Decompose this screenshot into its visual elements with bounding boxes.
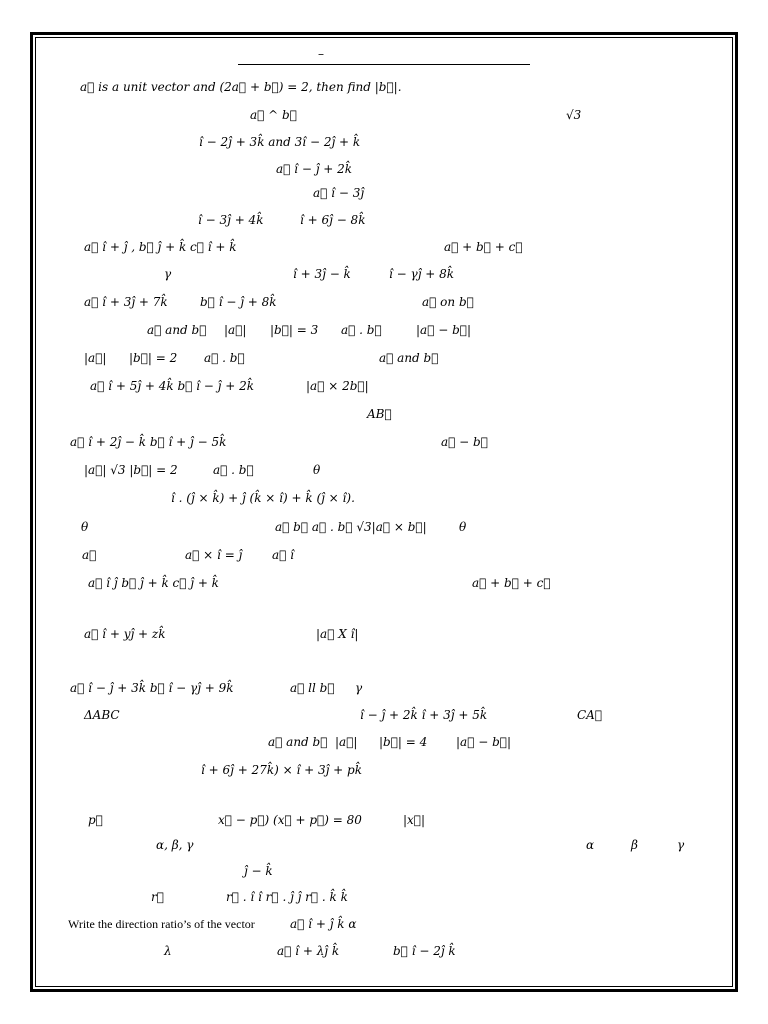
math-expression: î − 3ĵ + 4k̂: [198, 213, 264, 227]
math-expression: p⃗: [88, 813, 103, 827]
math-expression: a⃗ on b⃗: [422, 295, 474, 309]
question-text: Write the direction ratio’s of the vector: [68, 917, 255, 931]
math-expression: r⃗ . î î r⃗ . ĵ ĵ r⃗ . k̂ k̂: [226, 890, 348, 904]
math-expression: a⃗ − b⃗: [441, 435, 488, 449]
math-expression: î . (ĵ × k̂) + ĵ (k̂ × î) + k̂ (ĵ × î).: [171, 491, 355, 505]
math-expression: a⃗ î + ĵ , b⃗ ĵ + k̂ c⃗ î + k̂: [84, 240, 237, 254]
math-expression: î + 6ĵ + 27k̂) × î + 3ĵ + pk̂: [201, 763, 362, 777]
math-expression: a⃗ + b⃗ + c⃗: [444, 240, 523, 254]
math-expression: |b⃗| = 3: [270, 323, 319, 337]
math-expression: a⃗ × î = ĵ: [185, 548, 243, 562]
math-expression: a⃗ . b⃗: [204, 351, 245, 365]
math-expression: r⃗: [151, 890, 164, 904]
math-expression: î − 2ĵ + 3k̂ and 3î − 2ĵ + k̂: [199, 135, 361, 149]
math-expression: α, β, γ: [156, 838, 194, 852]
math-expression: b⃗ î − 2ĵ k̂: [393, 944, 456, 958]
math-expression: θ: [81, 520, 89, 534]
math-expression: |a⃗ − b⃗|: [456, 735, 512, 749]
math-expression: |a⃗ × 2b⃗|: [306, 379, 369, 393]
math-expression: |a⃗|: [84, 351, 107, 365]
math-expression: b⃗ î − ĵ + 8k̂: [200, 295, 277, 309]
math-expression: |x⃗|: [403, 813, 426, 827]
math-expression: |a⃗| √3 |b⃗| = 2: [84, 463, 178, 477]
math-expression: λ: [164, 944, 172, 958]
math-expression: a⃗ î + 3ĵ + 7k̂: [84, 295, 168, 309]
math-expression: a⃗ and b⃗: [147, 323, 207, 337]
question-text: a⃗ is a unit vector and (2a⃗ + b⃗) = 2, then find |b⃗|.: [80, 80, 402, 94]
math-expression: a⃗ and b⃗: [268, 735, 328, 749]
math-expression: a⃗ î + λĵ k̂: [277, 944, 340, 958]
math-expression: γ: [164, 267, 172, 281]
math-expression: î − ĵ + 2k̂ î + 3ĵ + 5k̂: [360, 708, 488, 722]
math-expression: î + 6ĵ − 8k̂: [300, 213, 366, 227]
page-border-inner: [35, 37, 733, 987]
math-expression: ΔABC: [84, 708, 120, 722]
math-expression: a⃗ î ĵ b⃗ ĵ + k̂ c⃗ ĵ + k̂: [88, 576, 219, 590]
math-expression: a⃗ î − ĵ + 3k̂ b⃗ î − γĵ + 9k̂: [70, 681, 234, 695]
math-expression: |a⃗ X î|: [316, 627, 359, 641]
math-expression: |a⃗|: [224, 323, 247, 337]
title-underline: [238, 64, 530, 65]
math-expression: a⃗ î + 2ĵ − k̂ b⃗ î + ĵ − 5k̂: [70, 435, 227, 449]
title-dash: –: [318, 47, 324, 61]
math-expression: θ: [459, 520, 467, 534]
math-expression: a⃗ î − 3ĵ: [313, 186, 365, 200]
math-expression: a⃗ and b⃗: [379, 351, 439, 365]
math-expression: a⃗ î + 5ĵ + 4k̂ b⃗ î − ĵ + 2k̂: [90, 379, 254, 393]
math-expression: β: [631, 838, 638, 852]
math-expression: ĵ − k̂: [244, 864, 273, 878]
math-expression: a⃗ ll b⃗: [290, 681, 335, 695]
math-expression: a⃗ î − ĵ + 2k̂: [276, 162, 353, 176]
math-expression: x⃗ − p⃗) (x⃗ + p⃗) = 80: [218, 813, 362, 827]
math-expression: a⃗ . b⃗: [213, 463, 254, 477]
math-expression: a⃗ î: [272, 548, 295, 562]
math-expression: î − γĵ + 8k̂: [389, 267, 455, 281]
math-expression: |b⃗| = 2: [129, 351, 178, 365]
math-expression: √3: [566, 108, 582, 122]
math-expression: a⃗ î + yĵ + zk̂: [84, 627, 166, 641]
math-expression: a⃗ î + ĵ k̂ α: [290, 917, 357, 931]
math-expression: |a⃗ − b⃗|: [416, 323, 472, 337]
math-expression: |b⃗| = 4: [379, 735, 428, 749]
math-expression: α: [586, 838, 595, 852]
math-expression: î + 3ĵ − k̂: [293, 267, 351, 281]
math-expression: γ: [677, 838, 685, 852]
math-expression: CA⃗: [577, 708, 603, 722]
math-expression: θ: [313, 463, 321, 477]
math-expression: a⃗ + b⃗ + c⃗: [472, 576, 551, 590]
math-expression: a⃗ b⃗ a⃗ . b⃗ √3|a⃗ × b⃗|: [275, 520, 427, 534]
math-expression: γ: [355, 681, 363, 695]
math-expression: a⃗ . b⃗: [341, 323, 382, 337]
math-expression: a⃗ ^ b⃗: [250, 108, 297, 122]
math-expression: |a⃗|: [335, 735, 358, 749]
math-expression: a⃗: [82, 548, 97, 562]
math-expression: AB⃗: [367, 407, 392, 421]
